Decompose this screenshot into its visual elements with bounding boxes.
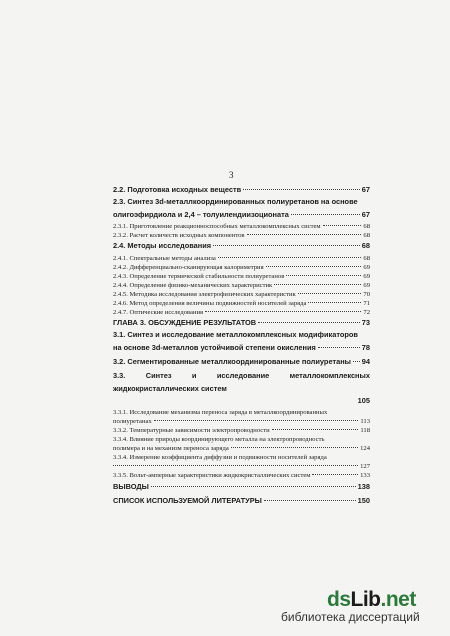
toc-entry: 3.2. Сегментированные металлкоординированные полиуретаны 94 (113, 357, 370, 366)
toc-entry: полиуретанах 113 (113, 418, 370, 425)
toc-entry: 3.1. Синтез и исследование металлокомплексных модификаторов (113, 330, 358, 339)
toc-entry: 2.4.5. Методика исследования электрофизических характеристик 70 (113, 291, 370, 298)
toc-entry: 2.4.3. Определение термической стабильности полиуретанов 69 (113, 273, 370, 280)
toc-entry: 2.3. Синтез 3d-металлкоординированных полиуретанов на основе (113, 197, 358, 206)
toc-entry: 2.4. Методы исследования 68 (113, 241, 370, 250)
toc-entry: 3.3.4. Измерение коэффициента диффузии и подвижности носителей заряда (113, 454, 327, 461)
watermark-subtitle: библиотека диссертаций (281, 610, 420, 624)
toc-entry: 2.3.1. Приготовление реакционноспособных металлокомплексных систем 68 (113, 223, 370, 230)
toc-entry: СПИСОК ИСПОЛЬЗУЕМОЙ ЛИТЕРАТУРЫ 150 (113, 496, 370, 505)
toc-entry: 2.4.4. Определение физико-механических характеристик 69 (113, 282, 370, 289)
toc-entry: 3.3. Синтез и исследование металлокомплексных (113, 371, 370, 380)
toc-entry: 3.3.5. Вольт-амперные характеристики жидкокристаллических систем 133 (113, 472, 370, 479)
toc-entry: ГЛАВА 3. ОБСУЖДЕНИЕ РЕЗУЛЬТАТОВ 73 (113, 318, 370, 327)
toc-entry: 2.4.6. Метод определения величины подвижностей носителей заряда 71 (113, 300, 370, 307)
toc-page-number: 105 (357, 396, 370, 405)
toc-entry: 3.3.2. Температурные зависимости электропроводности 118 (113, 427, 370, 434)
toc-entry: олигоэфирдиола и 2,4 – толуилендиизоционата 67 (113, 210, 370, 219)
toc-entry: жидкокристаллических систем (113, 384, 227, 393)
toc-entry: 2.4.7. Оптические исследования 72 (113, 309, 370, 316)
toc-entry: 2.2. Подготовка исходных веществ 67 (113, 185, 370, 194)
toc-entry: 2.4.1. Спектральные методы анализа 68 (113, 255, 370, 262)
toc-entry: 2.4.2. Дифференциально-сканирующая калориметрия 69 (113, 264, 370, 271)
toc-entry: 127 (113, 464, 370, 471)
toc-entry: полимера и на механизм переноса заряда 124 (113, 445, 370, 452)
page-number: 3 (229, 170, 234, 180)
toc-entry: 3.3.4. Влияние природы координирующего металла на электропроводность (113, 436, 325, 443)
toc-entry: на основе 3d-металлов устойчивой степени окисления 78 (113, 343, 370, 352)
toc-entry: 2.3.2. Расчет количеств исходных компонентов 68 (113, 232, 370, 239)
toc-entry: 3.3.1. Исследование механизма переноса заряда в металлкоординированных (113, 409, 328, 416)
dslib-logo: dsLib.net (327, 588, 416, 611)
toc-entry: ВЫВОДЫ 138 (113, 482, 370, 491)
